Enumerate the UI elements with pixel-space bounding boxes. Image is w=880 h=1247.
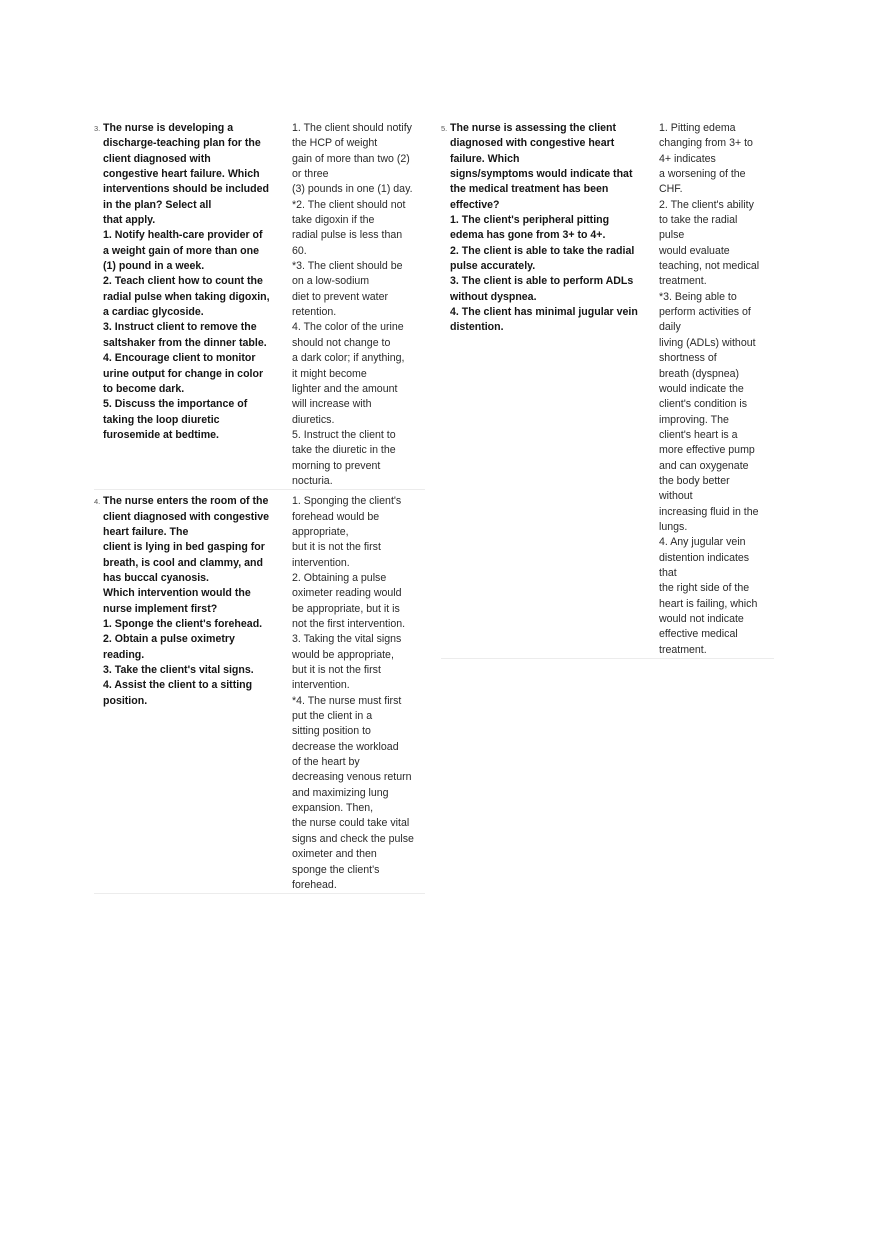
question-number: 4. <box>94 497 101 507</box>
left-question-column <box>94 121 425 894</box>
question-row-3 <box>94 121 425 490</box>
question-text: The nurse is developing a discharge-teaching plan for the client diagnosed with congestive heart failure. Which interventions should be included in the plan? Select all that apply. 1. Notify health-care provider of a weight gain of more than one (1) pound in a week. 2. Teach client how to count the radial pulse when taking digoxin, a cardiac glycoside. 3. Instruct client to remove the saltshaker from the dinner table. 4. Encourage client to monitor urine output for change in color to become dark. 5. Discuss the importance of taking the loop diuretic furosemide at bedtime. <box>103 122 270 441</box>
question-cell <box>94 121 292 489</box>
answer-rationale: 1. Pitting edema changing from 3+ to 4+ indicates a worsening of the CHF. 2. The client's ability to take the radial pulse would evaluate teaching, not medical treatment. *3. Being able to perform activities of daily living (ADLs) without shortness of breath (dyspnea) would indicate the client's condition is improving. The client's heart is a more effective pump and can oxygenate the body better without increasing fluid in the lungs. 4. Any jugular vein distention indicates that the right side of the heart is failing, which would not indicate effective medical treatment. <box>659 122 760 656</box>
question-text: The nurse enters the room of the client diagnosed with congestive heart failure. The client is lying in bed gasping for breath, is cool and clammy, and has buccal cyanosis. Which intervention would the nurse implement first? 1. Sponge the client's forehead. 2. Obtain a pulse oximetry reading. 3. Take the client's vital signs. 4. Assist the client to a sitting position. <box>103 495 269 707</box>
question-number: 3. <box>94 124 101 133</box>
question-row-5 <box>441 121 774 659</box>
question-cell <box>94 494 292 893</box>
answer-cell <box>659 121 774 658</box>
answer-cell <box>292 121 425 489</box>
answer-rationale: 1. The client should notify the HCP of weight gain of more than two (2) or three (3) pounds in one (1) day. *2. The client should not take digoxin if the radial pulse is less than 60. *3. The client should be on a low-sodium diet to prevent water retention. 4. The color of the urine should not change to a dark color; if anything, it might become lighter and the amount will increase with diuretics. 5. Instruct the client to take the diuretic in the morning to prevent nocturia. <box>292 122 413 487</box>
answer-rationale: 1. Sponging the client's forehead would be appropriate, but it is not the first intervention. 2. Obtaining a pulse oximeter reading would be appropriate, but it is not the first intervention. 3. Taking the vital signs would be appropriate, but it is not the first intervention. *4. The nurse must first put the client in a sitting position to decrease the workload of the heart by decreasing venous return and maximizing lung expansion. Then, the nurse could take vital signs and check the pulse oximeter and then sponge the client's forehead. <box>292 495 414 891</box>
question-text: The nurse is assessing the client diagnosed with congestive heart failure. Which signs/symptoms would indicate that the medical treatment has been effective? 1. The client's peripheral pitting edema has gone from 3+ to 4+. 2. The client is able to take the radial pulse accurately. 3. The client is able to perform ADLs without dyspnea. 4. The client has minimal jugular vein distention. <box>450 122 638 334</box>
question-row-4 <box>94 494 425 894</box>
answer-cell <box>292 494 425 893</box>
question-cell <box>441 121 659 658</box>
question-number: 5. <box>441 124 448 133</box>
right-question-column <box>441 121 774 659</box>
